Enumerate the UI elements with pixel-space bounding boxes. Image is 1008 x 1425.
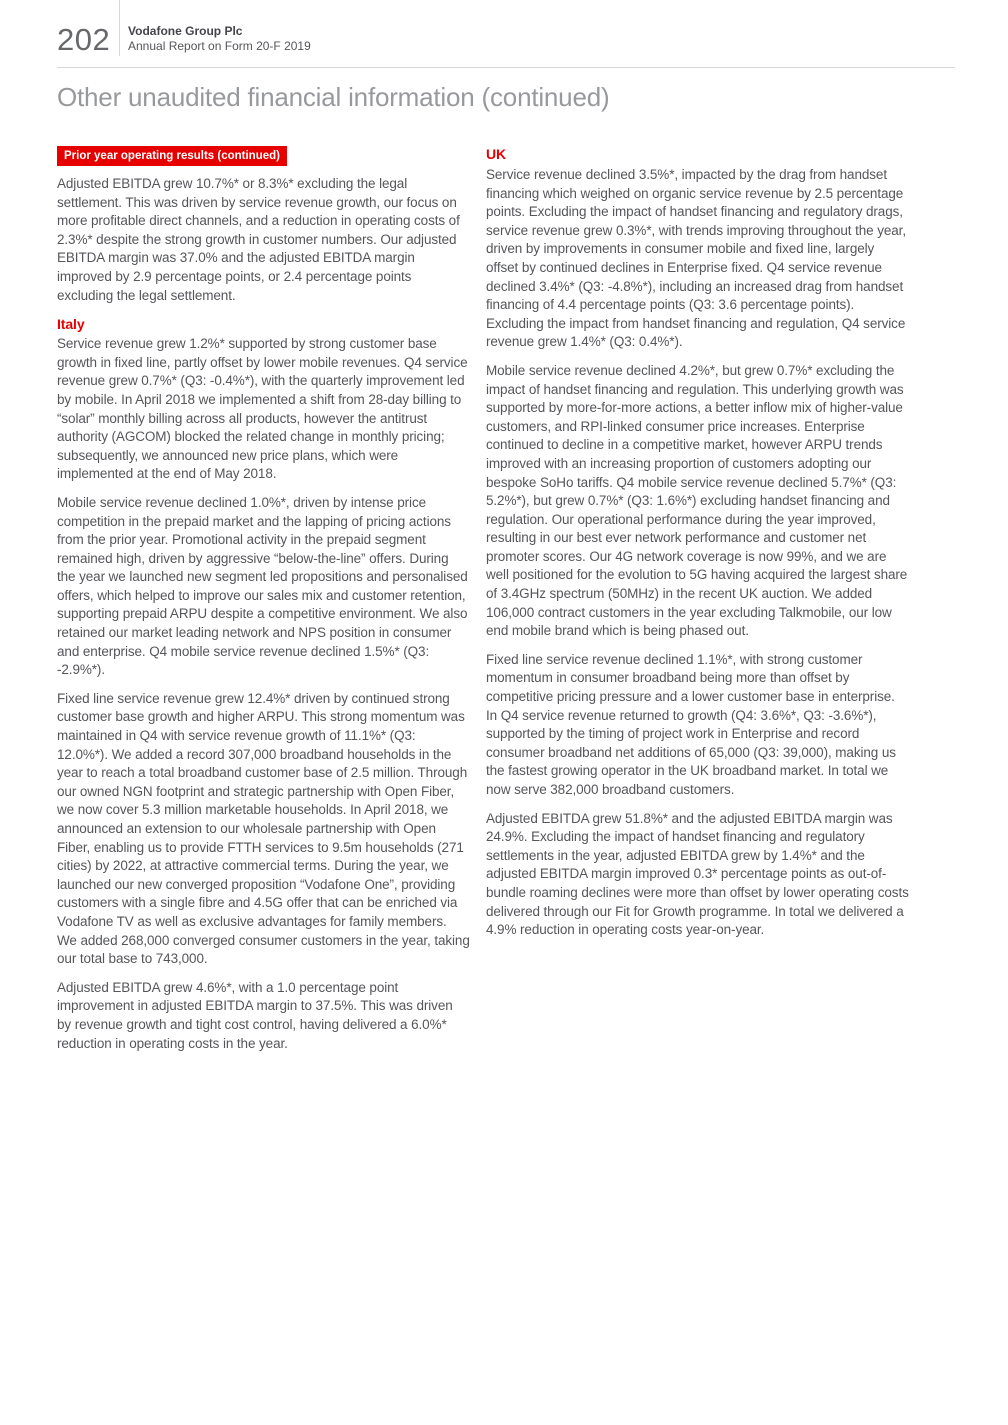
italy-paragraph-fixed-line: Fixed line service revenue grew 12.4%* driven by continued strong customer base growth and higher ARPU. This strong momentum was maintained in Q4 with service revenue growth of 11.1%* (Q3: 12.0%*). We added a record 307,000 broadband households in the year to reach a total broadband customer base of 2.5 million. Through our owned NGN footprint and strategic partnership with Open Fiber, we now cover 5.3 million marketable households. In April 2018, we announced an extension to our wholesale partnership with Open Fiber, enabling us to provide FTTH services to 9.5m households (271 cities) by 2022, at attractive commercial terms. During the year, we launched our new converged proposition “Vodafone One”, providing customers with a single fibre and 4.5G offer that can be enriched via Vodafone TV as well as exclusive advantages for family members. We added 268,000 converged consumer customers in the year, taking our total base to 743,000. — [57, 690, 470, 967]
italy-paragraph-mobile: Mobile service revenue declined 1.0%*, driven by intense price competition in the prepaid market and the lapping of pricing actions from the prior year. Promotional activity in the prepaid segment remained high, driven by aggressive “below-the-line” offers. During the year we launched new segment led propositions and personalised offers, which helped to improve our sales mix and customer retention, supporting prepaid ARPU despite a competitive environment. We also retained our market leading network and NPS position in consumer and enterprise. Q4 mobile service revenue declined 1.5%* (Q3: -2.9%*). — [57, 494, 468, 678]
italy-paragraph-service-revenue: Service revenue grew 1.2%* supported by strong customer base growth in fixed line, partly offset by lower mobile revenues. Q4 service revenue grew 0.7%* (Q3: -0.4%*), with the quarterly improvement led by mobile. In April 2018 we implemented a shift from 28-day billing to “solar” monthly billing across all products, however the antitrust authority (AGCOM) blocked the related change in monthly pricing; subsequently, we announced new price plans, which were implemented at the end of May 2018. — [57, 336, 468, 482]
right-column — [486, 146, 909, 1063]
header-divider — [119, 0, 120, 56]
brand-subtitle: Annual Report on Form 20-F 2019 — [128, 39, 311, 53]
brand-block — [128, 24, 311, 54]
uk-section-heading: UK — [486, 146, 507, 162]
page-number: 202 — [57, 22, 111, 57]
uk-paragraph-fixed-line: Fixed line service revenue declined 1.1%*, with strong customer momentum in consumer broadband being more than offset by competitive pricing pressure and a lower customer base in enterprise. In Q4 service revenue returned to growth (Q4: 3.6%*, Q3: -3.6%*), supported by the timing of project work in Enterprise and record consumer broadband net additions of 65,000 (Q3: 39,000), making us the fastest growing operator in the UK broadband market. In total we now serve 382,000 broadband customers. — [486, 651, 896, 797]
prior-year-results-badge: Prior year operating results (continued) — [57, 146, 287, 166]
uk-paragraph-ebitda: Adjusted EBITDA grew 51.8%* and the adjusted EBITDA margin was 24.9%. Excluding the impact of handset financing and regulatory settlements in the year, adjusted EBITDA grew by 1.4%* and the adjusted EBITDA margin improved 0.3* percentage points as out-of-bundle roaming declines were more than offset by lower operating costs delivered through our Fit for Growth programme. In total we delivered a 4.9% reduction in operating costs year-on-year. — [486, 810, 909, 938]
intro-paragraph: Adjusted EBITDA grew 10.7%* or 8.3%* excluding the legal settlement. This was driven by service revenue growth, our focus on more profitable direct channels, and a reduction in operating costs of 2.3%* despite the strong growth in customer numbers. Our adjusted EBITDA margin was 37.0% and the adjusted EBITDA margin improved by 2.9 percentage points, or 2.4 percentage points excluding the legal settlement. — [57, 176, 460, 303]
uk-paragraph-mobile: Mobile service revenue declined 4.2%*, but grew 0.7%* excluding the impact of handset financing and regulation. This underlying growth was supported by more-for-more actions, a better inflow mix of higher-value customers, and RPI-linked consumer price increases. Enterprise continued to decline in a competitive market, however ARPU trends improved with an increasing proportion of customers adopting our bespoke SoHo tariffs. Q4 mobile service revenue declined 5.7%* (Q3: 5.2%*), but grew 0.7%* (Q3: 1.6%*) excluding handset financing and regulation. Our operational performance during the year improved, resulting in our best ever network performance and customer net promoter scores. Our 4G network coverage is now 99%, and we are well positioned for the evolution to 5G having acquired the largest share of 3.4GHz spectrum (50MHz) in the recent UK auction. We added 106,000 contract customers in the year excluding Talkmobile, our low end mobile brand which is being phased out. — [486, 362, 908, 639]
content-columns — [57, 146, 909, 1063]
brand-name: Vodafone Group Plc — [128, 24, 243, 38]
left-column — [57, 146, 470, 1063]
uk-paragraph-service-revenue: Service revenue declined 3.5%*, impacted by the drag from handset financing which weighed on organic service revenue by 2.5 percentage points. Excluding the impact of handset financing and regulatory drags, service revenue grew 0.3%*, with trends improving throughout the year, driven by improvements in consumer mobile and fixed line, largely offset by continued declines in Enterprise fixed. Q4 service revenue declined 3.4%* (Q3: -4.8%*), including an increased drag from handset financing of 4.4 percentage points (Q3: 3.6 percentage points). Excluding the impact from handset financing and regulation, Q4 service revenue grew 1.4%* (Q3: 0.4%*). — [486, 167, 906, 350]
italy-paragraph-ebitda: Adjusted EBITDA grew 4.6%*, with a 1.0 percentage point improvement in adjusted EBITDA margin to 37.5%. This was driven by revenue growth and tight cost control, having delivered a 6.0%* reduction in operating costs in the year. — [57, 979, 453, 1051]
italy-section-heading: Italy — [57, 316, 85, 333]
page-title: Other unaudited financial information (continued) — [57, 82, 610, 112]
page-header — [57, 0, 955, 68]
